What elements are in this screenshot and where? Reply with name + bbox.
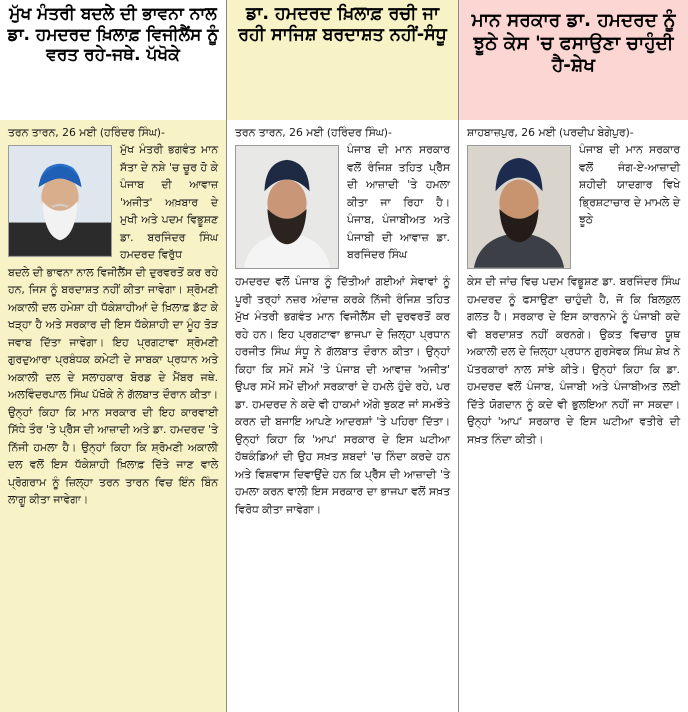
portrait-photo — [467, 145, 571, 269]
article-lead-text: ਪੰਜਾਬ ਦੀ ਮਾਨ ਸਰਕਾਰ ਵਲੋਂ ਰੰਜਿਸ਼ ਤਹਿਤ ਪ੍ਰੈੱਸ ਦੀ ਆਜ਼ਾਦੀ 'ਤੇ ਹਮਲਾ ਕੀਤਾ ਜਾ ਰਿਹਾ ਹੈ। ਪੰਜਾਬ, ਪੰਜਾਬੀਅਤ ਅਤੇ ਪੰਜਾਬੀ ਦੀ ਆਵਾਜ਼ ਡਾ. ਬਰਜਿੰਦਰ ਸਿੰਘ — [347, 143, 450, 262]
portrait-photo — [235, 145, 339, 269]
article-headline: ਮਾਨ ਸਰਕਾਰ ਡਾ. ਹਮਦਰਦ ਨੂੰ ਝੂਠੇ ਕੇਸ 'ਚ ਫਸਾਉਣਾ ਚਾਹੁੰਦੀ ਹੈ-ਸ਼ੇਖ — [459, 0, 688, 120]
article-dateline: ਸ਼ਾਹਬਾਜ਼ਪੁਰ, 26 ਮਈ (ਪਰਦੀਪ ਬੇਗੇਪੁਰ)- — [467, 126, 634, 139]
article-headline: ਮੁੱਖ ਮੰਤਰੀ ਬਦਲੇ ਦੀ ਭਾਵਨਾ ਨਾਲ ਡਾ. ਹਮਦਰਦ ਖ਼ਿਲਾਫ਼ ਵਿਜੀਲੈਂਸ ਨੂੰ ਵਰਤ ਰਹੇ-ਜਥੇ. ਪੱਖੋਕੇ — [0, 0, 226, 120]
article-lead-block — [8, 124, 218, 264]
article-dateline: ਤਰਨ ਤਾਰਨ, 26 ਮਈ (ਹਰਿੰਦਰ ਸਿੰਘ)- — [235, 126, 392, 139]
article-lead-text: ਮੁੱਖ ਮੰਤਰੀ ਭਗਵੰਤ ਮਾਨ ਸੱਤਾ ਦੇ ਨਸ਼ੇ 'ਚ ਚੂਰ ਹੋ ਕੇ ਪੰਜਾਬ ਦੀ ਆਵਾਜ਼ 'ਅਜੀਤ' ਅਖ਼ਬਾਰ ਦੇ ਮੁਖੀ ਅਤੇ ਪਦਮ ਵਿਭੂਸ਼ਣ ਡਾ. ਬਰਜਿੰਦਰ ਸਿੰਘ ਹਮਦਰਦ ਵਿਰੁੱਧ — [120, 143, 218, 262]
article-lead-block — [467, 124, 680, 229]
article-headline: ਡਾ. ਹਮਦਰਦ ਖ਼ਿਲਾਫ਼ ਰਚੀ ਜਾ ਰਹੀ ਸਾਜਿਸ਼ ਬਰਦਾਸ਼ਤ ਨਹੀਂ-ਸੰਧੂ — [227, 0, 458, 120]
article-column-2 — [227, 0, 459, 712]
article-body-text: ਹਮਦਰਦ ਵਲੋਂ ਪੰਜਾਬ ਨੂੰ ਦਿੱਤੀਆਂ ਗਈਆਂ ਸੇਵਾਵਾਂ ਨੂੰ ਪੂਰੀ ਤਰ੍ਹਾਂ ਨਜ਼ਰ ਅੰਦਾਜ਼ ਕਰਕੇ ਨਿੱਜੀ ਰੰਜਿਸ਼ ਤਹਿਤ ਮੁੱਖ ਮੰਤਰੀ ਭਗਵੰਤ ਮਾਨ ਵਿਜੀਲੈਂਸ ਦੀ ਦੁਰਵਰਤੋਂ ਕਰ ਰਹੇ ਹਨ। ਇਹ ਪ੍ਰਗਟਾਵਾ ਭਾਜਪਾ ਦੇ ਜ਼ਿਲ੍ਹਾ ਪ੍ਰਧਾਨ ਹਰਜੀਤ ਸਿੰਘ ਸੰਧੂ ਨੇ ਗੱਲਬਾਤ ਦੌਰਾਨ ਕੀਤਾ। ਉਨ੍ਹਾਂ ਕਿਹਾ ਕਿ ਸਮੇਂ ਸਮੇਂ 'ਤੇ ਪੰਜਾਬ ਦੀ ਆਵਾਜ਼ 'ਅਜੀਤ' ਉਪਰ ਸਮੇਂ ਸਮੇਂ ਦੀਆਂ ਸਰਕਾਰਾਂ ਦੇ ਹਮਲੇ ਹੁੰਦੇ ਰਹੇ, ਪਰ ਡਾ. ਹਮਦਰਦ ਨੇ ਕਦੇ ਵੀ ਹਾਕਮਾਂ ਅੱਗੇ ਝੁਕਣ ਜਾਂ ਸਮਝੌਤੇ ਕਰਨ ਦੀ ਬਜਾਇ ਆਪਣੇ ਆਦਰਸ਼ਾਂ 'ਤੇ ਪਹਿਰਾ ਦਿੱਤਾ। ਉਨ੍ਹਾਂ ਕਿਹਾ ਕਿ 'ਆਪ' ਸਰਕਾਰ ਦੇ ਇਸ ਘਟੀਆ ਹੱਥਕੰਡਿਆਂ ਦੀ ਉਹ ਸਖ਼ਤ ਸ਼ਬਦਾਂ 'ਚ ਨਿੰਦਾ ਕਰਦੇ ਹਨ ਅਤੇ ਵਿਸ਼ਵਾਸ ਦਿਵਾਉਂਦੇ ਹਨ ਕਿ ਪ੍ਰੈੱਸ ਦੀ ਆਜ਼ਾਦੀ 'ਤੇ ਹਮਲਾ ਕਰਨ ਵਾਲੀ ਇਸ ਸਰਕਾਰ ਦਾ ਭਾਜਪਾ ਵਲੋਂ ਸਖ਼ਤ ਵਿਰੋਧ ਕੀਤਾ ਜਾਵੇਗਾ। — [235, 275, 450, 516]
portrait-dark-turban-image — [236, 146, 338, 268]
article-body-area — [459, 120, 688, 712]
article-body-area — [0, 120, 226, 712]
article-lead-block — [235, 124, 450, 264]
article-body-area — [227, 120, 458, 712]
article-body-text: ਬਦਲੇ ਦੀ ਭਾਵਨਾ ਨਾਲ ਵਿਜੀਲੈਂਸ ਦੀ ਦੁਰਵਰਤੋਂ ਕਰ ਰਹੇ ਹਨ, ਜਿਸ ਨੂੰ ਬਰਦਾਸ਼ਤ ਨਹੀਂ ਕੀਤਾ ਜਾਵੇਗਾ। ਸ਼੍ਰੋਮਣੀ ਅਕਾਲੀ ਦਲ ਹਮੇਸ਼ਾ ਹੀ ਧੱਕੇਸ਼ਾਹੀਆਂ ਦੇ ਖ਼ਿਲਾਫ਼ ਡੱਟ ਕੇ ਖੜ੍ਹਾ ਹੈ ਅਤੇ ਸਰਕਾਰ ਦੀ ਇਸ ਧੱਕੇਸ਼ਾਹੀ ਦਾ ਮੂੰਹ ਤੋੜ ਜਵਾਬ ਦਿੱਤਾ ਜਾਵੇਗਾ। ਇਹ ਪ੍ਰਗਟਾਵਾ ਸ਼੍ਰੋਮਣੀ ਗੁਰਦੁਆਰਾ ਪ੍ਰਬੰਧਕ ਕਮੇਟੀ ਦੇ ਸਾਬਕਾ ਪ੍ਰਧਾਨ ਅਤੇ ਅਕਾਲੀ ਦਲ ਦੇ ਸਲਾਹਕਾਰ ਬੋਰਡ ਦੇ ਮੈਂਬਰ ਜਥੇ. ਅਲਵਿੰਦਰਪਾਲ ਸਿੰਘ ਪੱਖੋਕੇ ਨੇ ਗੱਲਬਾਤ ਦੌਰਾਨ ਕੀਤਾ। ਉਨ੍ਹਾਂ ਕਿਹਾ ਕਿ ਮਾਨ ਸਰਕਾਰ ਦੀ ਇਹ ਕਾਰਵਾਈ ਸਿੱਧੇ ਤੌਰ 'ਤੇ ਪ੍ਰੈੱਸ ਦੀ ਆਜ਼ਾਦੀ ਅਤੇ ਡਾ. ਹਮਦਰਦ 'ਤੇ ਨਿੱਜੀ ਹਮਲਾ ਹੈ। ਉਨ੍ਹਾਂ ਕਿਹਾ ਕਿ ਸ਼੍ਰੋਮਣੀ ਅਕਾਲੀ ਦਲ ਵਲੋਂ ਇਸ ਧੱਕੇਸ਼ਾਹੀ ਖ਼ਿਲਾਫ਼ ਦਿੱਤੇ ਜਾਣ ਵਾਲੇ ਪ੍ਰੋਗਰਾਮ ਨੂੰ ਜ਼ਿਲ੍ਹਾ ਤਰਨ ਤਾਰਨ ਵਿਚ ਇੰਨ ਬਿੰਨ ਲਾਗੂ ਕੀਤਾ ਜਾਵੇਗਾ। — [8, 265, 218, 507]
portrait-photo — [8, 145, 112, 257]
portrait-white-beard-blue-turban-image — [9, 146, 111, 256]
portrait-navy-turban-image — [468, 146, 570, 268]
article-column-3 — [459, 0, 688, 712]
article-column-1 — [0, 0, 227, 712]
article-body-text: ਕੇਸ ਦੀ ਜਾਂਚ ਵਿਚ ਪਦਮ ਵਿਭੂਸ਼ਣ ਡਾ. ਬਰਜਿੰਦਰ ਸਿੰਘ ਹਮਦਰਦ ਨੂੰ ਫਸਾਉਣਾ ਚਾਹੁੰਦੀ ਹੈ, ਜੋ ਕਿ ਬਿਲਕੁਲ ਗਲਤ ਹੈ। ਸਰਕਾਰ ਦੇ ਇਸ ਕਾਰਨਾਮੇ ਨੂੰ ਪੰਜਾਬੀ ਕਦੇ ਵੀ ਬਰਦਾਸ਼ਤ ਨਹੀਂ ਕਰਨਗੇ। ਉਕਤ ਵਿਚਾਰ ਯੂਥ ਅਕਾਲੀ ਦਲ ਦੇ ਜ਼ਿਲ੍ਹਾ ਪ੍ਰਧਾਨ ਗੁਰਸੇਵਕ ਸਿੰਘ ਸ਼ੇਖ ਨੇ ਪੱਤਰਕਾਰਾਂ ਨਾਲ ਸਾਂਝੇ ਕੀਤੇ। ਉਨ੍ਹਾਂ ਕਿਹਾ ਕਿ ਡਾ. ਹਮਦਰਦ ਵਲੋਂ ਪੰਜਾਬ, ਪੰਜਾਬੀ ਅਤੇ ਪੰਜਾਬੀਅਤ ਲਈ ਦਿੱਤੇ ਯੋਗਦਾਨ ਨੂੰ ਕਦੇ ਵੀ ਭੁਲਇਆ ਨਹੀਂ ਜਾ ਸਕਦਾ। ਉਨ੍ਹਾਂ 'ਆਪ' ਸਰਕਾਰ ਦੇ ਇਸ ਘਟੀਆ ਵਤੀਰੇ ਦੀ ਸਖ਼ਤ ਨਿੰਦਾ ਕੀਤੀ। — [467, 275, 680, 446]
article-dateline: ਤਰਨ ਤਾਰਨ, 26 ਮਈ (ਹਰਿੰਦਰ ਸਿੰਘ)- — [8, 126, 165, 139]
article-lead-text: ਪੰਜਾਬ ਦੀ ਮਾਨ ਸਰਕਾਰ ਵਲੋਂ ਜੰਗ-ਏ-ਆਜ਼ਾਦੀ ਸ਼ਹੀਦੀ ਯਾਦਗਾਰ ਵਿਖੇ ਭ੍ਰਿਸ਼ਟਾਚਾਰ ਦੇ ਮਾਮਲੇ ਦੇ ਝੂਠੇ — [579, 143, 680, 227]
